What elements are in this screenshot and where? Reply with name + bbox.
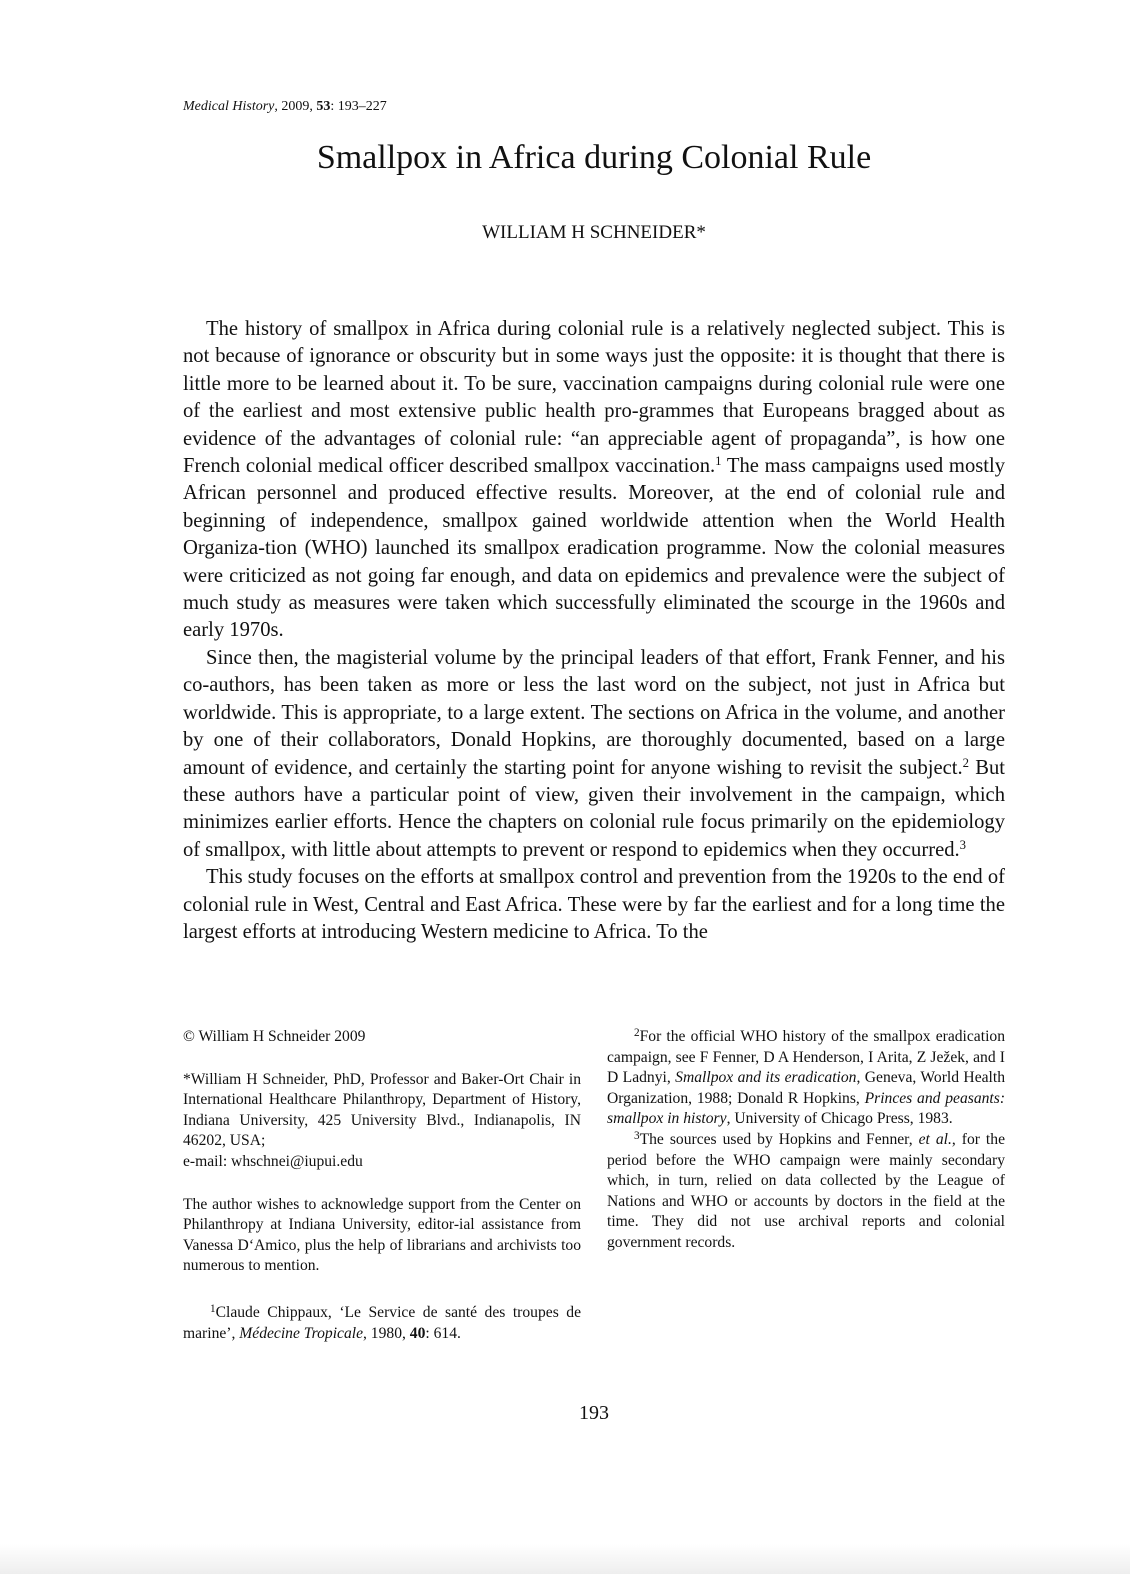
article-title: Smallpox in Africa during Colonial Rule xyxy=(316,139,872,176)
page-number: 193 xyxy=(579,1402,609,1424)
year-text: , 2009, xyxy=(274,99,317,114)
author-affiliation: *William H Schneider, PhD, Professor and Baker-Ort Chair in International Healthcare Philanthropy, Department of History, Indiana University, 425 University Blvd., Indianapolis, IN 46202, USA; e-mail: whschnei@iupui.edu xyxy=(183,1070,581,1173)
paragraph-3: This study focuses on the efforts at smallpox control and prevention from the 1920s to the end of colonial rule in West, Central and East Africa. These were by far the earliest and for a long time the largest efforts at introducing Western medicine to Africa. To the xyxy=(183,866,1005,943)
journal-name: Medical History xyxy=(183,99,275,114)
page-range: : 193–227 xyxy=(330,99,387,114)
paragraph-2: Since then, the magisterial volume by the principal leaders of that effort, Frank Fenner, and his co-authors, has been taken as more or less the last word on the subject, not just in Africa but worldwide. This is appropriate, to a large extent. The sections on Africa in the volume, and another by one of their collaborators, Donald Hopkins, are thoroughly documented, based on a large amount of evidence, and certainly the starting point for anyone wishing to revisit the subject.$^2$ But these authors have a particular point of view, given their involvement in the campaign, which minimizes earlier efforts. Hence the chapters on colonial rule focus primarily on the epidemiology of smallpox, with little about attempts to prevent or respond to epidemics when they occurred.$^3$ xyxy=(183,646,1005,861)
footnote-1: $^1$Claude Chippaux, ‘Le Service de santé des troupes de marine’, Médecine Tropicale, 1980, 40: 614. xyxy=(183,1302,581,1342)
paragraph-1: The history of smallpox in Africa during colonial rule is a relatively neglected subject. This is not because of ignorance or obscurity but in some ways just the opposite: it is thought that there is little more to be learned about it. To be sure, vaccination campaigns during colonial rule were one of the earliest and most extensive public health pro-grammes that Europeans bragged about as evidence of the advantages of colonial rule: “an appreciable agent of propaganda”, is how one French colonial medical officer described smallpox vaccination.$^1$ The mass campaigns used mostly African personnel and produced effective results. Moreover, at the end of colonial rule and beginning of independence, smallpox gained worldwide attention when the World Health Organiza-tion (WHO) launched its smallpox eradication programme. Now the colonial measures were criticized as not going far enough, and data on epidemics and prevalence were the subject of much study as measures were taken which successfully eliminated the scourge in the 1960s and early 1970s. xyxy=(183,318,1005,642)
footnote-3: $^3$The sources used by Hopkins and Fenner, et al., for the period before the WHO campaign were mainly secondary which, in turn, relied on data collected by the League of Nations and WHO or accounts by doctors in the field at the time. They did not use archival reports and colonial government records. xyxy=(607,1129,1005,1251)
volume-number: 53 xyxy=(316,99,331,114)
copyright-notice: © William H Schneider 2009 xyxy=(183,1028,366,1045)
footnotes-right-column xyxy=(607,1027,1005,1254)
footnote-ref-2: 2 xyxy=(962,755,970,770)
article-body xyxy=(183,316,1005,946)
acknowledgement: The author wishes to acknowledge support from the Center on Philanthropy at Indiana University, editor-ial assistance from Vanessa D‘Amico, plus the help of librarians and archivists too numerous to mention. xyxy=(183,1195,581,1275)
footnotes-left-column xyxy=(183,1027,581,1344)
footnote-2: $^2$For the official WHO history of the smallpox eradication campaign, see F Fenner, D A Henderson, I Arita, Z Ježek, and I D Ladnyi, Smallpox and its eradication, Geneva, World Health Organization, 1988; Donald R Hopkins, Princes and peasants: smallpox in history, University of Chicago Press, 1983. xyxy=(607,1026,1006,1128)
page-bottom-shadow xyxy=(0,1544,1130,1574)
author-email: e-mail: whschnei@iupui.edu xyxy=(183,1152,363,1170)
author-name: WILLIAM H SCHNEIDER* xyxy=(482,222,706,243)
running-head xyxy=(183,98,387,116)
footnote-ref-3: 3 xyxy=(959,837,967,852)
footnote-ref-1: 1 xyxy=(715,454,722,469)
